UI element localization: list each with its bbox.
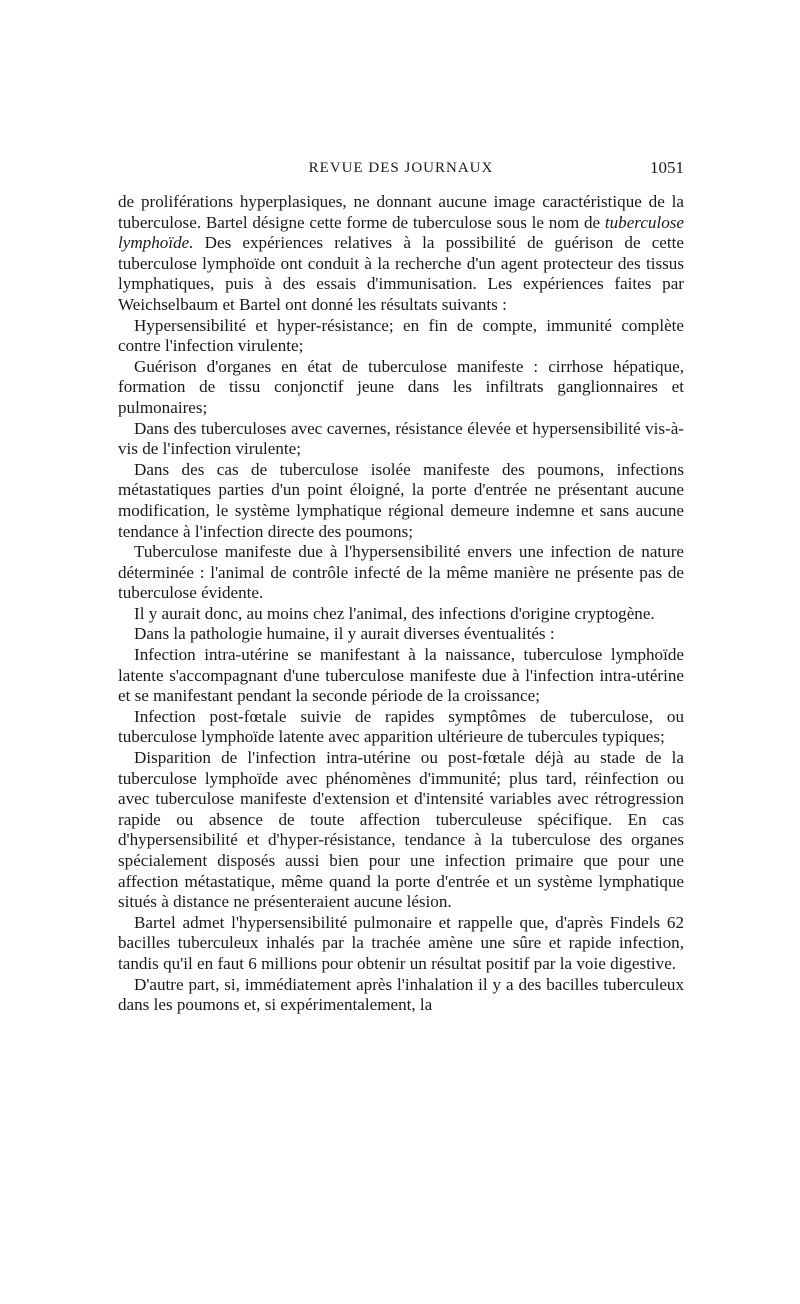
paragraph-intra-uterine: Infection intra-utérine se manifestant à la naissance, tuberculose lymphoïde latente s'accompagnant d'une tuberculose manifeste due à l'infection intra-utérine et se manifestant pendant la seconde période de la croissance; xyxy=(118,645,684,706)
paragraph-result-healing: Guérison d'organes en état de tuberculose manifeste : cirrhose hépatique, formation de tissu conjonctif jeune dans les infiltrats ganglionnaires et pulmonaires; xyxy=(118,356,684,417)
paragraph-continuation xyxy=(118,192,684,316)
paragraph-human-pathology: Dans la pathologie humaine, il y aurait diverses éventualités : xyxy=(134,624,555,644)
paragraph-result-manifest: Tuberculose manifeste due à l'hypersensibilité envers une infection de nature déterminée : l'animal de contrôle infecté de la même manière ne présente pas de tuberculose évidente. xyxy=(118,542,684,603)
article-body xyxy=(118,192,684,1016)
running-header xyxy=(118,158,684,182)
running-title: REVUE DES JOURNAUX xyxy=(308,160,494,176)
paragraph-cryptogenic: Il y aurait donc, au moins chez l'animal, des infections d'origine cryptogène. xyxy=(134,603,655,623)
paragraph-result-isolated: Dans des cas de tuberculose isolée manifeste des poumons, infections métastatiques parties d'un point éloigné, la porte d'entrée ne présentant aucune modification, le système lymphatique régional demeure indemne et sans aucune tendance à l'infection directe des poumons; xyxy=(118,459,684,541)
italic-term: tuberculose lymphoïde. xyxy=(118,212,684,253)
paragraph-inhalation: D'autre part, si, immédiatement après l'inhalation il y a des bacilles tuberculeux dans les poumons et, si expérimentalement, la xyxy=(118,974,684,1015)
paragraph-post-foetal: Infection post-fœtale suivie de rapides symptômes de tuberculose, ou tuberculose lymphoïde latente avec apparition ultérieure de tubercules typiques; xyxy=(118,706,684,747)
paragraph-text: de proliférations hyperplasiques, ne donnant aucune image caractéristique de la tuberculose. Bartel désigne cette forme de tuberculose sous le nom de xyxy=(118,192,684,232)
paragraph-disappearance: Disparition de l'infection intra-utérine ou post-fœtale déjà au stade de la tuberculose lymphoïde avec phénomènes d'immunité; plus tard, réinfection ou avec tuberculose manifeste d'extension et d'intensité variables avec rétrogression rapide ou absence de toute affection tuberculeuse spécifique. En cas d'hypersensibilité et d'hyper-résistance, tendance à la tuberculose des organes spécialement disposés aussi bien pour une infection primaire que pour une affection métastatique, même quand la porte d'entrée et un système lymphatique situés à distance ne présenteraient aucune lésion. xyxy=(118,748,684,912)
paragraph-text: Des expériences relatives à la possibilité de guérison de cette tuberculose lymphoïde ont conduit à la recherche d'un agent protecteur des tissus lymphatiques, puis à des essais d'immunisation. Les expériences faites par Weichselbaum et Bartel ont donné les résultats suivants : xyxy=(118,233,684,314)
paragraph-bartel: Bartel admet l'hypersensibilité pulmonaire et rappelle que, d'après Findels 62 bacilles tuberculeux inhalés par la trachée amène une sûre et rapide infection, tandis qu'il en faut 6 millions pour obtenir un résultat positif par la voie digestive. xyxy=(118,912,684,973)
paragraph-result-cavernes: Dans des tuberculoses avec cavernes, résistance élevée et hypersensibilité vis-à-vis de l'infection virulente; xyxy=(118,418,684,459)
page-number: 1051 xyxy=(650,158,684,177)
paragraph-result-hypersensibility: Hypersensibilité et hyper-résistance; en fin de compte, immunité complète contre l'infection virulente; xyxy=(118,315,684,356)
